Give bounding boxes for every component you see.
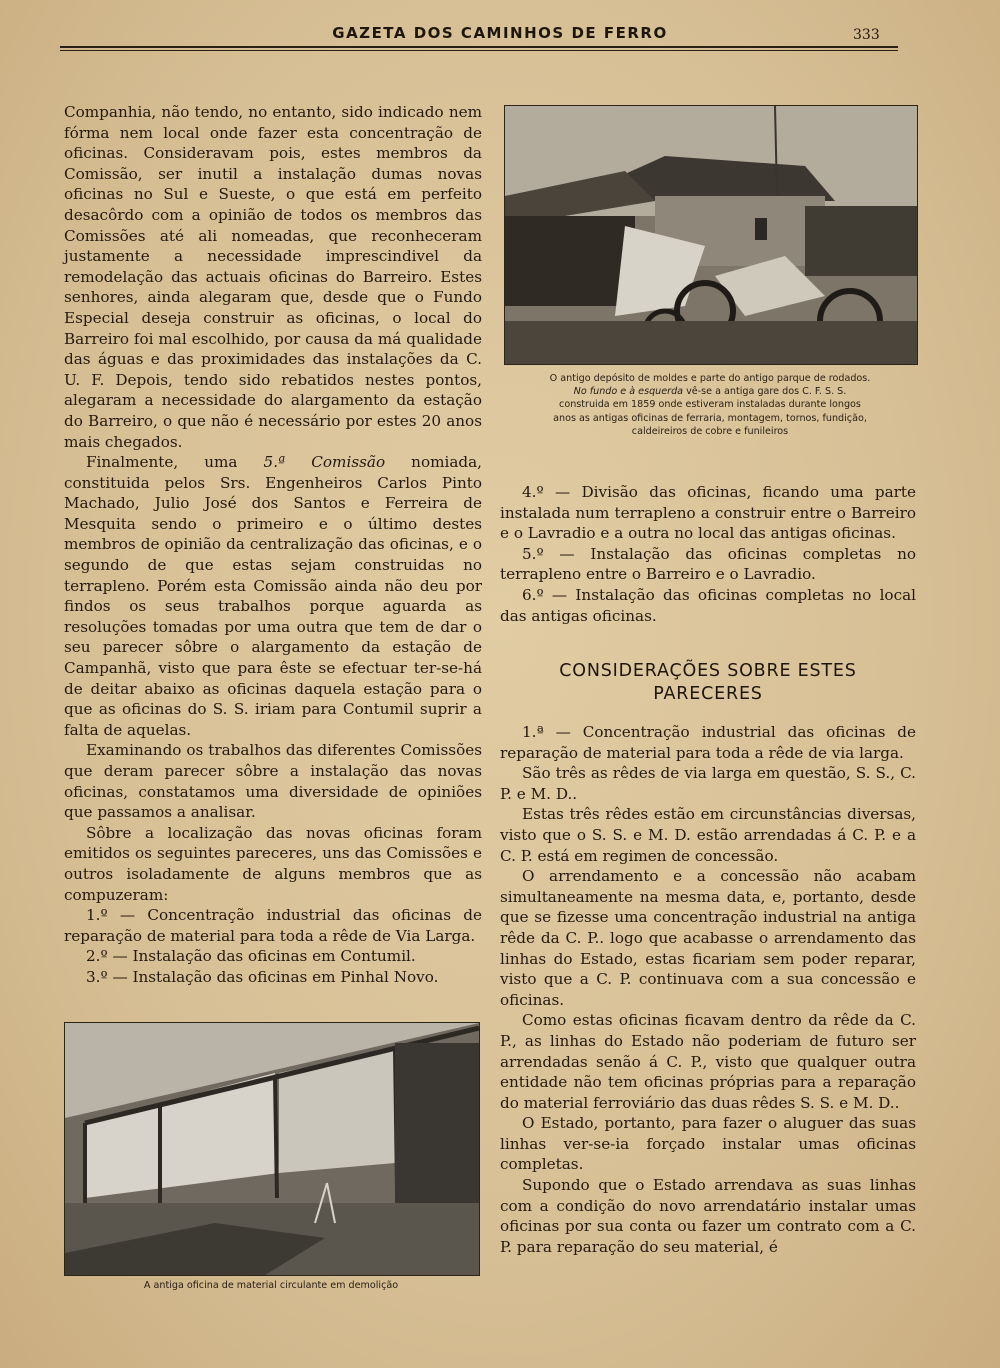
photo-caption-bottom: A antiga oficina de material circulante em demolição [143,1280,399,1291]
left-column [64,102,482,988]
paragraph-three-networks: São três as rêdes de via larga em questão, S. S., C. P. e M. D.. [500,764,916,803]
photo-old-depot [504,105,918,365]
right-column-upper [500,482,916,626]
list-item-2: 2.º — Instalação das oficinas em Contumil. [86,947,416,966]
paragraph-text: Finalmente, uma [86,453,264,472]
section-heading-line: PARECERES [653,684,763,704]
paragraph-circumstances: Estas três rêdes estão em circunstâncias diversas, visto que o S. S. e M. D. estão arrendadas á C. P. e a C. P. está em regimen de concessão. [500,805,916,865]
paragraph-supposition: Supondo que o Estado arrendava as suas linhas com a condição do novo arrendatário instalar umas oficinas por sua conta ou fazer um contrato com a C. P. para reparação do seu material, é [500,1176,916,1256]
paragraph-examination: Examinando os trabalhos das diferentes Comissões que deram parecer sôbre a instalação das novas oficinas, constatamos uma diversidade de opiniões que passamos a analisar. [64,741,482,822]
paragraph-concentration: 1.ª — Concentração industrial das oficinas de reparação de material para toda a rêde de via larga. [500,723,916,762]
paragraph-lease-concession: O arrendamento e a concessão não acabam simultaneamente na mesma data, e, portanto, desde que se fizesse uma concentração industrial na antiga rêde da C. P.. logo que acabasse o arrendamento das linhas do Estado, estas ficariam sem poder reparar, visto que a C. P. continuava com a sua concessão e oficinas. [500,867,916,1009]
list-item-3: 3.º — Instalação das oficinas em Pinhal Novo. [86,967,439,986]
caption-emphasis: No fundo e à esquerda [573,386,684,398]
caption-text: vê-se a antiga gare dos C. F. S. S. construida em 1859 onde estiveram instaladas durante longos anos as antigas oficinas de ferraria, montagem, tornos, fundição, caldeireiros de cobre e funileiros [553,386,867,437]
section-heading [500,660,916,706]
right-column-lower [500,722,916,1257]
photo-workshop-demolition [64,1022,480,1276]
header-rule [60,46,898,51]
section-heading-line: CONSIDERAÇÕES SOBRE ESTES [559,661,857,681]
list-item-1: 1.º — Concentração industrial das oficinas de reparação de material para toda a rêde de Via Larga. [64,906,482,945]
running-header-title: GAZETA DOS CAMINHOS DE FERRO [332,24,668,42]
paragraph-continuation: Companhia, não tendo, no entanto, sido indicado nem fórma nem local onde fazer esta concentração de oficinas. Consideravam pois, estes membros da Comissão, ser inutil a instalação dumas novas oficinas no Sul e Sueste, o que está em perfeito desacôrdo com a opinião de todos os membros das Comissões até ali nomeadas, que reconheceram justamente a necessidade imprescindivel da remodelação das actuais oficinas do Barreiro. Estes senhores, ainda alegaram que, desde que o Fundo Especial deseja construir as oficinas, o local do Barreiro foi mal escolhido, por causa da má qualidade das águas e das proximidades das instalações da C. U. F. Depois, tendo sido rebatidos nestes pontos, alegaram a necessidade do alargamento da estação do Barreiro, o que não é necessário por estes 20 anos mais chegados. [64,103,482,451]
paragraph-state-lines: Como estas oficinas ficavam dentro da rêde da C. P., as linhas do Estado não poderiam de futuro ser arrendadas senão á C. P., visto que qualquer outra entidade não tem oficinas próprias para a reparação do material ferroviário das duas rêdes S. S. e M. D.. [500,1011,916,1112]
photo-caption-top [548,372,872,438]
caption-text: O antigo depósito de moldes e parte do antigo parque de rodados. [549,373,871,384]
paragraph-fifth-commission [64,452,482,740]
paragraph-state-rental: O Estado, portanto, para fazer o aluguer das suas linhas ver-se-ia forçado instalar umas oficinas completas. [500,1114,916,1174]
list-item-4: 4.º — Divisão das oficinas, ficando uma parte instalada num terrapleno a construir entre o Barreiro e o Lavradio e a outra no local das antigas oficinas. [500,483,916,543]
paragraph-text: nomiada, constituida pelos Srs. Engenheiros Carlos Pinto Machado, Julio José dos Santos e Ferreira de Mesquita sendo o primeiro e o último destes membros de opinião da centralização das oficinas, e o segundo de que estas sejam construidas no terrapleno. Porém esta Comissão ainda não deu por findos os seus trabalhos porque aguarda as resoluções tomadas por uma outra que tem de dar o seu parecer sôbre o alargamento da estação de Campanhã, visto que para êste se efectuar ter-se-há de deitar abaixo as oficinas daquela estação para o que as oficinas do S. S. iriam para Contumil suprir a falta de aquelas. [64,453,483,739]
emphasis-text: 5.ª Comissão [263,453,386,472]
paragraph-location-opinions: Sôbre a localização das novas oficinas foram emitidos os seguintes pareceres, uns das Comissões e outros isoladamente de alguns membros que as compuzeram: [64,823,482,904]
list-item-5: 5.º — Instalação das oficinas completas no terrapleno entre o Barreiro e o Lavradio. [500,544,916,584]
list-item-6: 6.º — Instalação das oficinas completas no local das antigas oficinas. [500,585,916,625]
page-number: 333 [853,27,880,43]
